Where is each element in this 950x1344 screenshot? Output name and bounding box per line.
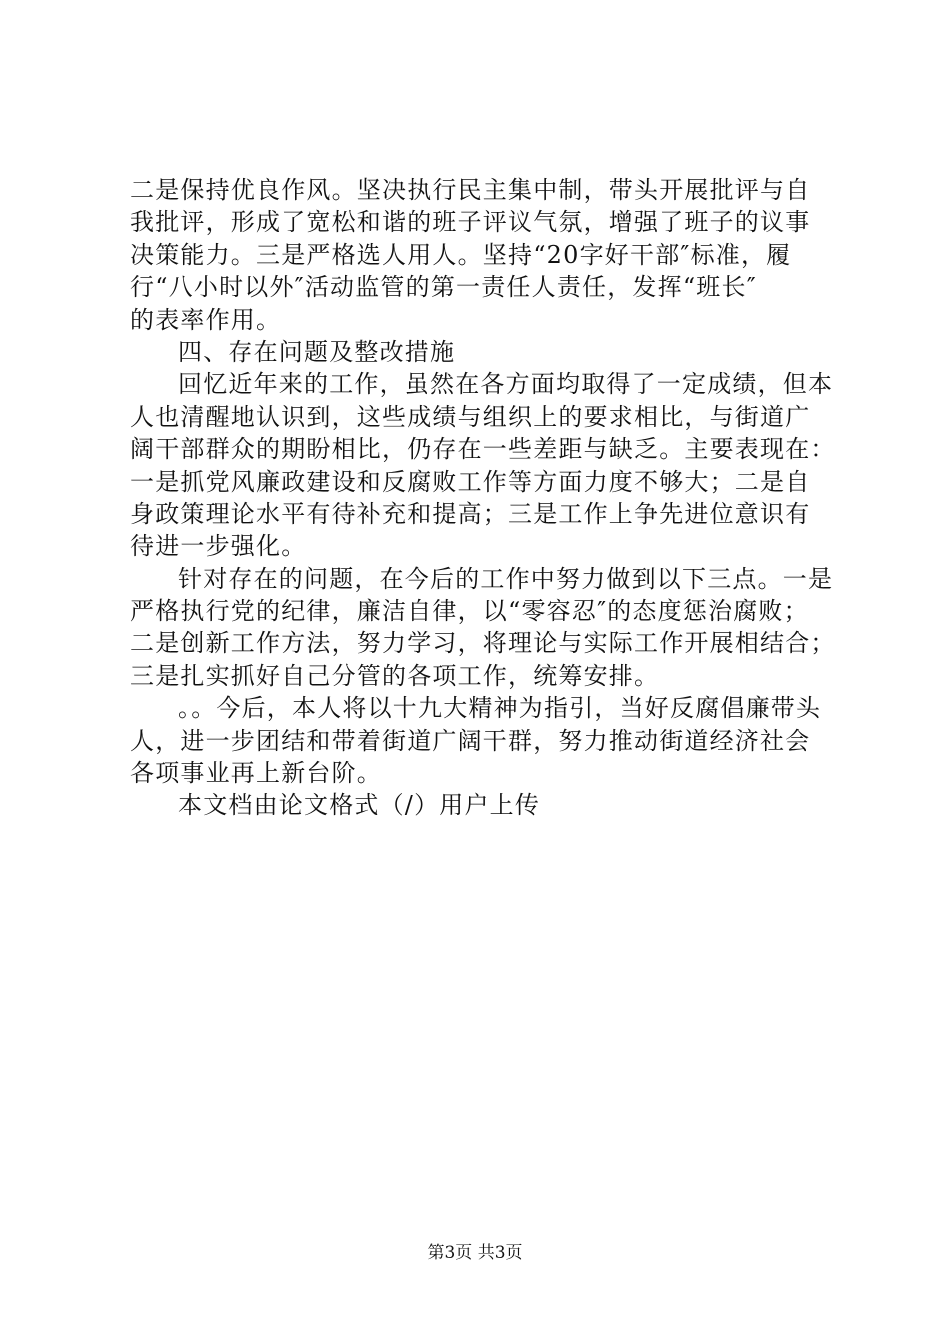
text-line: 决策能力。三是严格选人用人。坚持“20字好干部″标准，履 <box>130 240 792 269</box>
text-line: 行“八小时以外″活动监管的第一责任人责任，发挥“班长″ <box>130 273 757 302</box>
text-line: 阔干部群众的期盼相比，仍存在一些差距与缺乏。主要表现在： <box>130 435 836 464</box>
text-line: 一是抓党风廉政建设和反腐败工作等方面力度不够大；二是自 <box>130 467 811 496</box>
text-line: 二是保持优良作风。坚决执行民主集中制，带头开展批评与自 <box>130 176 811 204</box>
text-line: 针对存在的问题，在今后的工作中努力做到以下三点。一是 <box>178 564 834 593</box>
text-line: 待进一步强化。 <box>130 532 307 561</box>
upload-note: 本文档由论文格式（/）用户上传 <box>178 791 541 820</box>
text-line: 三是扎实抓好自己分管的各项工作，统筹安排。 <box>130 661 660 690</box>
text-line: 我批评，形成了宽松和谐的班子评议气氛，增强了班子的议事 <box>130 208 811 237</box>
document-body <box>130 174 840 822</box>
text-line: 人，进一步团结和带着街道广阔干群，努力推动街道经济社会 <box>130 726 811 755</box>
text-line: 严格执行党的纪律，廉洁自律，以“零容忍″的态度惩治腐败； <box>130 597 809 626</box>
text-line: 身政策理论水平有待补充和提高；三是工作上争先进位意识有 <box>130 499 811 528</box>
text-line: 。。今后，本人将以十九大精神为指引，当好反腐倡廉带头 <box>178 694 822 723</box>
text-line: 回忆近年来的工作，虽然在各方面均取得了一定成绩，但本 <box>178 370 834 399</box>
text-line: 人也清醒地认识到，这些成绩与组织上的要求相比，与街道广 <box>130 402 811 431</box>
section-heading: 四、存在问题及整改措施 <box>178 337 456 366</box>
text-line: 二是创新工作方法，努力学习，将理论与实际工作开展相结合； <box>130 629 836 658</box>
text-line: 的表率作用。 <box>130 305 282 334</box>
text-line: 各项事业再上新台阶。 <box>130 759 382 788</box>
page-number-footer: 第3页 共3页 <box>427 1243 523 1263</box>
